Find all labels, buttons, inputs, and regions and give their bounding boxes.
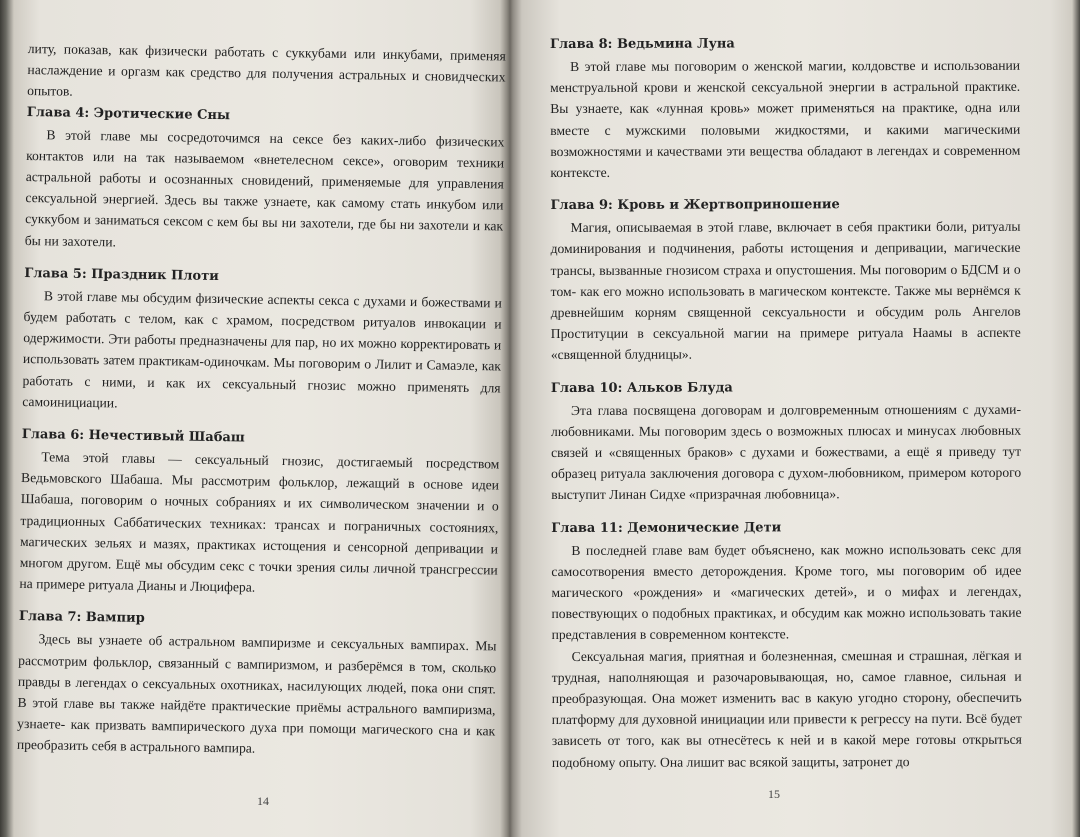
- chapter-heading: Глава 8: Ведьмина Луна: [550, 36, 735, 52]
- intro-continuation: литу, показав, как физически работать с суккубами или инкубами, применяя наслаждение и оргазм как средство для получения астральных и сновидческих опытов.: [27, 40, 506, 100]
- page-number: 14: [257, 794, 269, 808]
- chapter-heading: Глава 11: Демонические Дети: [551, 520, 782, 536]
- chapter-heading: Глава 4: Эротические Сны: [26, 104, 231, 123]
- chapter-heading: Глава 10: Альков Блуда: [550, 380, 733, 396]
- chapter-text: В этой главе мы обсудим физические аспекты секса с духами и божествами и будем работать с телом, как с храмом, посредством ритуалов инвокации и одержимости. Эти работы предназначены для пар, но их можно корректировать и использовать затем практикам-одиночкам. Мы поговорим о Лилит и Самаэле, как работать с ними, и как их сексуальный гнозис можно применять для самоинициации.: [22, 288, 503, 411]
- chapter-text: В последней главе вам будет объяснено, как можно использовать секс для самосотворения вместо деторождения. Кроме того, мы поговорим об идее магического «рождения» и «магических детей», и о мифах и легендах, повествующих о подобных практиках, и обсудим как можно использовать такие представления в современном контексте.: [551, 541, 1022, 643]
- left-page: [0, 0, 505, 837]
- chapter-text: Тема этой главы — сексуальный гнозис, достигаемый посредством Ведьмовского Шабаша. Мы рассмотрим фольклор, лежащий в основе идеи Шабаша, поговорим о ночных собраниях и их символическом значении и о традиционных Саббатических техниках: трансах и пограничных состояниях, магических зельях и мазях, практиках истощения и сенсорной депривации и многом другом. Ещё мы обсудим секс с точки зрения силы личной трансгрессии на примере ритуала Дианы и Люцифера.: [19, 449, 500, 595]
- chapter-text: Эта глава посвящена договорам и долговременным отношениям с духами-любовниками. Мы поговорим здесь о возможных плюсах и минусах любовных связей и «священных браков» с духами и божествами, а ещё я приведу тут образец ритуала заключения договора с духом-любовником, примером которого выступит Линан Сидхе «призрачная любовница».: [551, 401, 1022, 503]
- closing-paragraph: Сексуальная магия, приятная и болезненная, смешная и страшная, лёгкая и трудная, наполняющая и разочаровывающая, но, самое главное, сильная и преобразующая. Она может изменить вас в какую угодно сторону, обеспечить платформу для духовной инициации или привести к регрессу на пути. Всё будет зависеть от того, как вы отнесётесь к ней и в какой мере готовы открыться подобному опыту. Она лишит вас всякой защиты, затронет до: [551, 647, 1022, 770]
- chapter-heading: Глава 7: Вампир: [18, 609, 145, 627]
- chapter-text: В этой главе мы сосредоточимся на сексе без каких-либо физических контактов или на так называемом «внетелесном сексе», оговорим техники астральной работы и осознанных сновидений, применяемые для управления сексуальной энергией. Здесь вы также узнаете, как самому стать инкубом или суккубом и заниматься сексом с кем бы вы ни захотели, где бы ни захотели и как бы ни захотели.: [24, 126, 505, 250]
- left-text-block: [17, 38, 506, 763]
- chapter-text: Магия, описываемая в этой главе, включает в себя практики боли, ритуалы доминирования и подчинения, работы истощения и депривации, магические трансы, вызванные гнозисом страха и опустошения. Мы поговорим о БДСМ и о том- как его можно использовать в магическом контексте. Также мы вернёмся к древнейшим корням священной сексуальности и обсудим роль Ангелов Проституции в сексуальной магии на примере ритуала Наамы в аспекте «священной блудницы».: [550, 218, 1021, 363]
- chapter-heading: Глава 6: Нечестивый Шабаш: [21, 426, 245, 446]
- right-text-block: [550, 33, 1022, 773]
- chapter-heading: Глава 9: Кровь и Жертвоприношение: [550, 197, 840, 214]
- right-page: [512, 0, 1080, 837]
- chapter-heading: Глава 5: Праздник Плоти: [24, 265, 219, 284]
- chapter-text: Здесь вы узнаете об астральном вампиризме и сексуальных вампирах. Мы рассмотрим фольклор, связанный с вампиризмом, и разберёмся в том, сколько правды в легендах о сексуальных охотниках, насилующих людей, пока они спят. В этой главе вы также найдёте практические приёмы астрального вампиризма, узнаете- как призвать вампирического духа при помощи магического сна и как преобразить себя в астрального вампира.: [16, 631, 497, 757]
- page-number: 15: [768, 787, 780, 801]
- chapter-text: В этой главе мы поговорим о женской магии, колдовстве и использовании менструальной крови и женской сексуальной энергии в астральной практике. Вы узнаете, как «лунная кровь» может применяться на практике, одна или вместе с мужскими половыми жидкостями, и какими магическими возможностями и качествами эти вещества обладают в легендах и современном контексте.: [550, 57, 1021, 181]
